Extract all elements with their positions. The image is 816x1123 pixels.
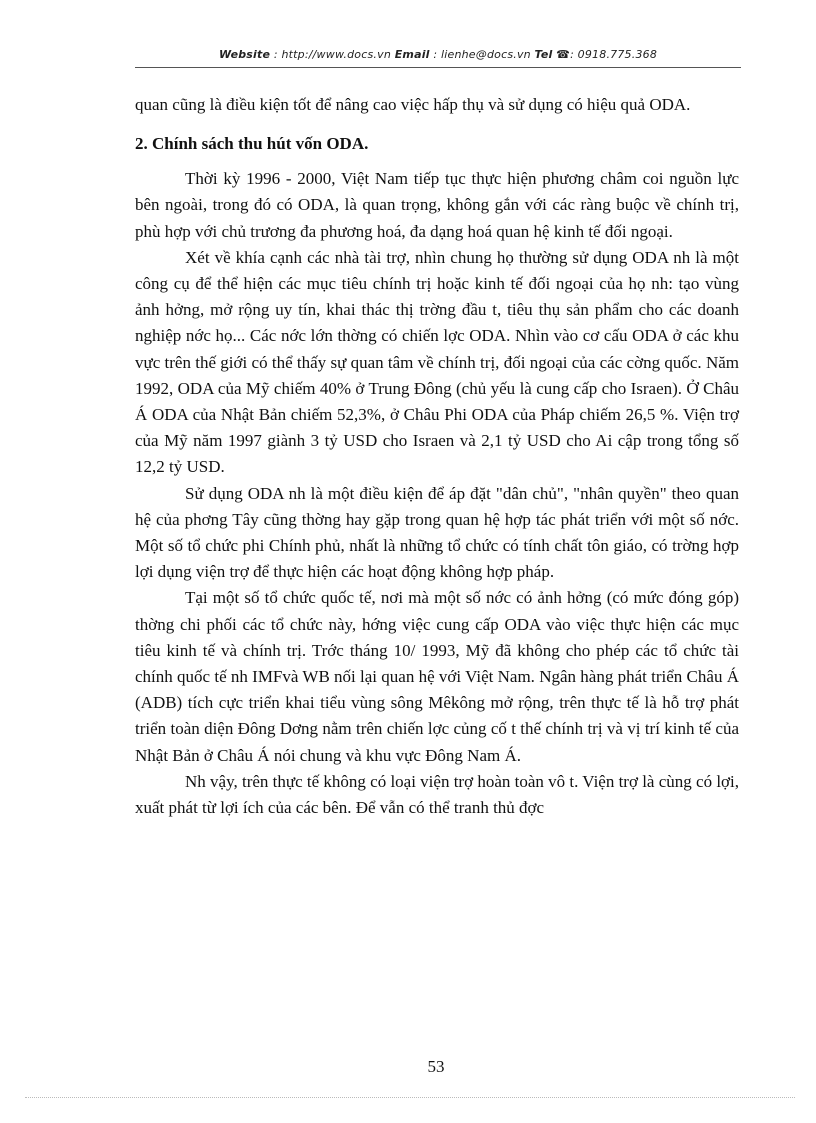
tel-label: Tel <box>534 48 553 61</box>
page-number: 53 <box>427 1057 445 1076</box>
continuation-paragraph: quan cũng là điều kiện tốt để nâng cao việc hấp thụ và sử dụng có hiệu quả ODA. <box>135 95 691 114</box>
page-content <box>135 92 739 821</box>
email-label: Email <box>394 48 430 61</box>
section-heading: 2. Chính sách thu hút vốn ODA. <box>135 134 369 154</box>
website-label: Website <box>218 48 271 61</box>
email-value: : lienhe@docs.vn <box>433 48 531 61</box>
body-paragraph: Nh vậy, trên thực tế không có loại viện trợ hoàn toàn vô t. Viện trợ là cùng có lợi, xuất phát từ lợi ích của các bên. Để vẫn có thể tranh thủ đợc <box>135 771 740 818</box>
body-paragraph: Sử dụng ODA nh là một điều kiện để áp đặt "dân chủ", "nhân quyền" theo quan hệ của phơng Tây cũng thờng hay gặp trong quan hệ hợp tác phát triển với một số nớc. Một số tổ chức phi Chính phủ, nhất là những tổ chức có tính chất tôn giáo, có trờng hợp lợi dụng viện trợ để thực hiện các hoạt động không hợp pháp. <box>135 483 739 582</box>
body-paragraph: Thời kỳ 1996 - 2000, Việt Nam tiếp tục thực hiện phương châm coi nguồn lực bên ngoài, trong đó có ODA, là quan trọng, không gắn với các ràng buộc về chính trị, phù hợp với chủ trương đa phương hoá, đa dạng hoá quan hệ kinh tế đối ngoại. <box>135 169 739 241</box>
website-value: : http://www.docs.vn <box>273 48 391 61</box>
footer-divider <box>25 1097 795 1098</box>
body-paragraph: Tại một số tổ chức quốc tế, nơi mà một số nớc có ảnh hởng (có mức đóng góp) thờng chi phối các tổ chức này, hớng việc cung cấp ODA vào việc thực hiện các mục tiêu kinh tế và chính trị. Trớc tháng 10/ 1993, Mỹ đã không cho phép các tổ chức tài chính quốc tế nh IMFvà WB nối lại quan hệ với Việt Nam. Ngân hàng phát triển Châu Á (ADB) tích cực triển khai tiểu vùng sông Mêkông mở rộng, trên thực tế là hỗ trợ phát triển toàn diện Đông Dơng nằm trên chiến lợc củng cố t thế chính trị và vị trí kinh tế của Nhật Bản ở Châu Á nói chung và khu vực Đông Nam Á. <box>135 588 739 765</box>
phone-icon: ☎ <box>556 48 571 61</box>
header-divider <box>135 67 741 68</box>
body-paragraph: Xét về khía cạnh các nhà tài trợ, nhìn chung họ thường sử dụng ODA nh là một công cụ để thể hiện các mục tiêu chính trị hoặc kinh tế đối ngoại của họ nh: tạo vùng ảnh hởng, mở rộng uy tín, khai thác thị trờng đầu t, tiêu thụ sản phẩm cho các doanh nghiệp nớc họ... Các nớc lớn thờng có chiến lợc ODA. Nhìn vào cơ cấu ODA ở các khu vực trên thế giới có thể thấy sự quan tâm về chính trị, đối ngoại của các cờng quốc. Năm 1992, ODA của Mỹ chiếm 40% ở Trung Đông (chủ yếu là cung cấp cho Israen). Ở Châu Á ODA của Nhật Bản chiếm 52,3%, ở Châu Phi ODA của Pháp chiếm 26,5 %. Viện trợ của Mỹ năm 1997 giành 3 tỷ USD cho Israen và 2,1 tỷ USD cho Ai cập trong tổng số 12,2 tỷ USD. <box>135 247 739 477</box>
page-header <box>135 48 741 61</box>
tel-value: : 0918.775.368 <box>570 48 658 61</box>
